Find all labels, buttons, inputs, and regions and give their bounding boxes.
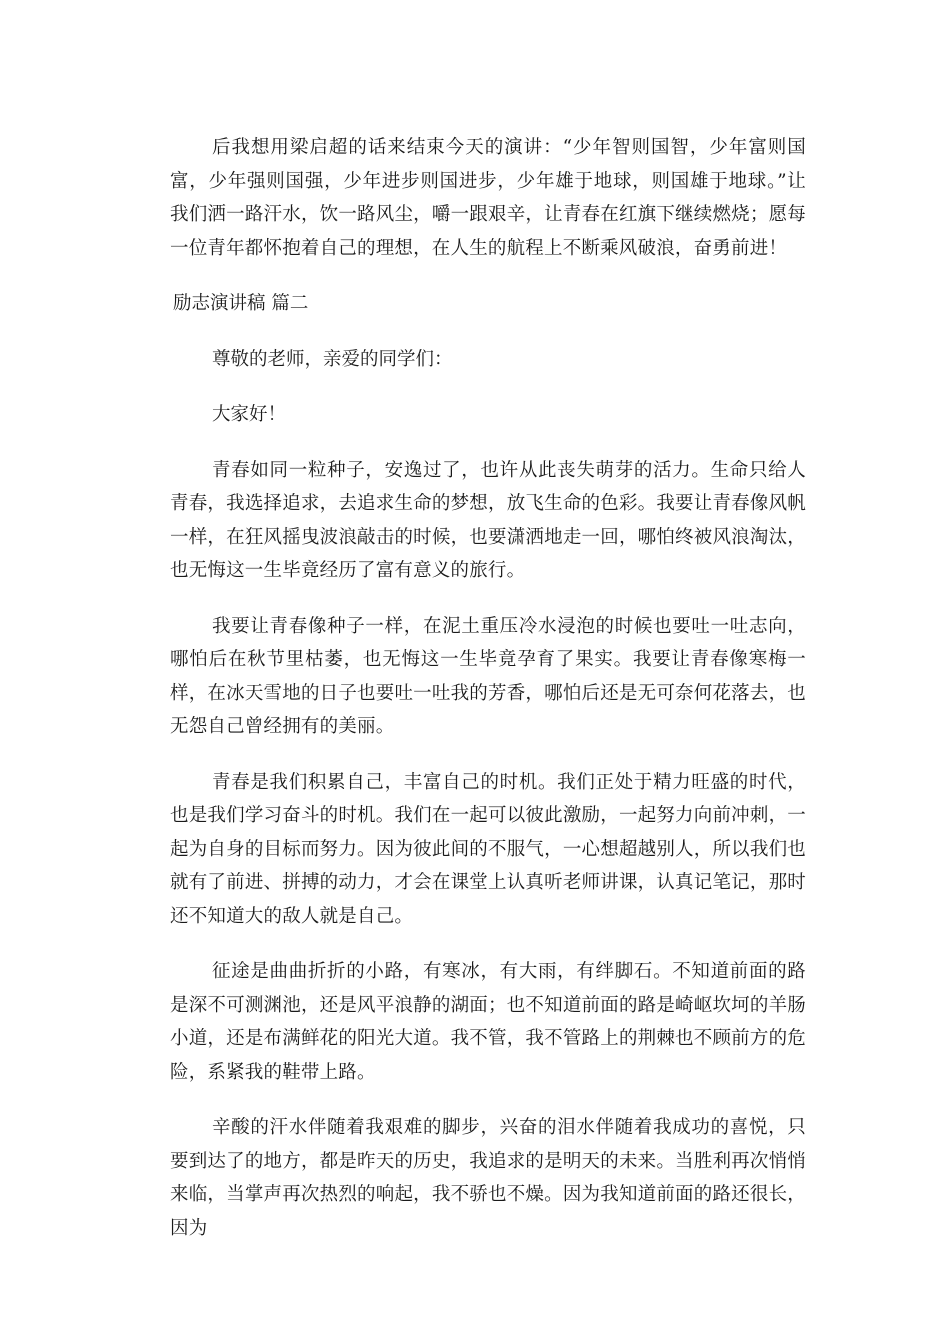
paragraph-sweat-tears: 辛酸的汗水伴随着我艰难的脚步，兴奋的泪水伴随着我成功的喜悦，只要到达了的地方，都是昨天的历史，我追求的是明天的未来。当胜利再次悄悄来临，当掌声再次热烈的响起，我不骄也不燥。因为我知道前面的路还很长，因为 [170,1117,806,1239]
document-page [170,131,806,1267]
greeting: 大家好！ [212,404,287,425]
paragraph-journey: 征途是曲曲折折的小路，有寒冰，有大雨，有绊脚石。不知道前面的路是深不可测渊池，还是风平浪静的湖面；也不知道前面的路是崎岖坎坷的羊肠小道，还是布满鲜花的阳光大道。我不管，我不管路上的荆棘也不顾前方的危险，系紧我的鞋带上路。 [170,961,806,1083]
paragraph-youth-plum: 我要让青春像种子一样，在泥土重压冷水浸泡的时候也要吐一吐志向，哪怕后在秋节里枯萎，也无悔这一生毕竟孕育了果实。我要让青春像寒梅一样，在冰天雪地的日子也要吐一吐我的芳香，哪怕后还是无可奈何花落去，也无怨自己曾经拥有的美丽。 [170,615,806,737]
section-heading: 励志演讲稿 篇二 [173,293,309,314]
paragraph-youth-opportunity: 青春是我们积累自己，丰富自己的时机。我们正处于精力旺盛的时代，也是我们学习奋斗的时机。我们在一起可以彼此激励，一起努力向前冲刺，一起为自身的目标而努力。因为彼此间的不服气，一心想超越别人，所以我们也就有了前进、拼搏的动力，才会在课堂上认真听老师讲课，认真记笔记，那时还不知道大的敌人就是自己。 [170,771,806,927]
paragraph-closing-quote: 后我想用梁启超的话来结束今天的演讲：“少年智则国智，少年富则国富，少年强则国强，少年进步则国进步，少年雄于地球，则国雄于地球。”让我们洒一路汗水，饮一路风尘，嚼一跟艰辛，让青春在红旗下继续燃烧；愿每一位青年都怀抱着自己的理想，在人生的航程上不断乘风破浪，奋勇前进！ [170,137,806,259]
paragraph-youth-seed: 青春如同一粒种子，安逸过了，也许从此丧失萌芽的活力。生命只给人青春，我选择追求，去追求生命的梦想，放飞生命的色彩。我要让青春像风帆一样，在狂风摇曳波浪敲击的时候，也要潇洒地走一回，哪怕终被风浪淘汰，也无悔这一生毕竟经历了富有意义的旅行。 [170,459,806,581]
salutation: 尊敬的老师，亲爱的同学们： [212,348,453,370]
